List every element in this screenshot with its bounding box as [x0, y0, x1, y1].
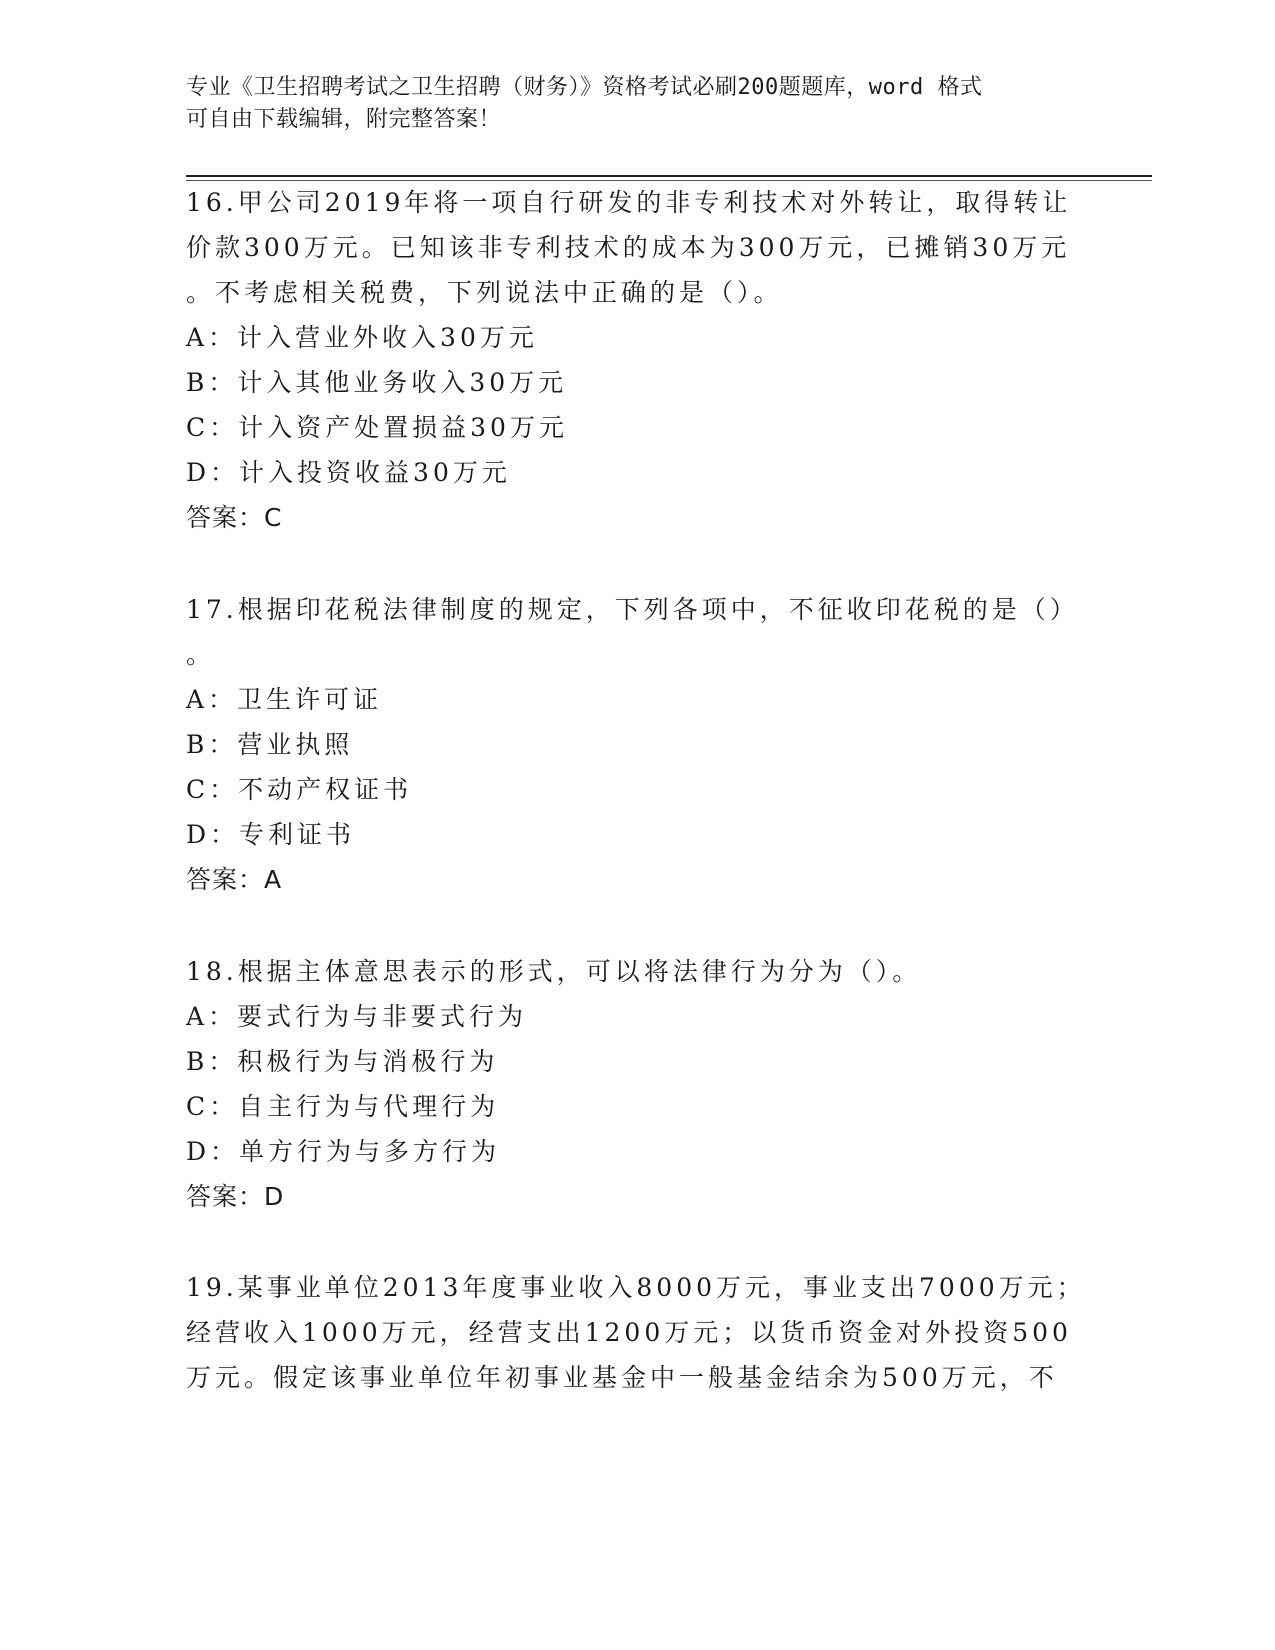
option-a: A：卫生许可证 — [186, 685, 383, 714]
option-b: B：营业执照 — [186, 730, 354, 759]
question-19 — [186, 1265, 1086, 1400]
answer-value: D — [264, 1182, 285, 1211]
option-c: C：计入资产处置损益30万元 — [186, 413, 568, 442]
option-d: D：单方行为与多方行为 — [186, 1137, 501, 1166]
option-b: B：计入其他业务收入30万元 — [186, 368, 568, 397]
question-17 — [186, 587, 1086, 902]
answer-label: 答案： — [186, 503, 265, 532]
answer-label: 答案： — [186, 865, 265, 894]
document-header — [186, 72, 1066, 136]
answer-line — [186, 495, 1086, 540]
question-text-line: 19.某事业单位2013年度事业收入8000万元，事业支出7000万元； — [186, 1273, 1086, 1302]
question-text-line: 18.根据主体意思表示的形式，可以将法律行为分为（）。 — [186, 957, 922, 986]
option-d: D：专利证书 — [186, 820, 356, 849]
question-16 — [186, 180, 1086, 540]
header-line: 可自由下载编辑，附完整答案！ — [186, 107, 502, 132]
option-d: D：计入投资收益30万元 — [186, 458, 511, 487]
question-text-line: 。不考虑相关税费，下列说法中正确的是（）。 — [186, 278, 783, 307]
question-text-line: 万元。假定该事业单位年初事业基金中一般基金结余为500万元，不 — [186, 1363, 1058, 1392]
question-18 — [186, 949, 1086, 1219]
answer-value: A — [264, 865, 283, 894]
question-text-line: 经营收入1000万元，经营支出1200万元；以货币资金对外投资500 — [186, 1318, 1072, 1347]
answer-line — [186, 1174, 1086, 1219]
option-a: A：计入营业外收入30万元 — [186, 323, 538, 352]
answer-value: C — [264, 503, 283, 532]
option-c: C：不动产权证书 — [186, 775, 413, 804]
header-divider-thick — [186, 175, 1152, 177]
option-b: B：积极行为与消极行为 — [186, 1047, 499, 1076]
answer-line — [186, 857, 1086, 902]
question-text-line: 。 — [186, 640, 216, 669]
header-line: 专业《卫生招聘考试之卫生招聘（财务）》资格考试必刷200题题库，word 格式 — [186, 75, 983, 100]
question-text-line: 16.甲公司2019年将一项自行研发的非专利技术对外转让，取得转让 — [186, 188, 1072, 217]
option-a: A：要式行为与非要式行为 — [186, 1002, 528, 1031]
option-c: C：自主行为与代理行为 — [186, 1092, 500, 1121]
question-text-line: 17.根据印花税法律制度的规定，下列各项中，不征收印花税的是（） — [186, 595, 1079, 624]
answer-label: 答案： — [186, 1182, 265, 1211]
question-text-line: 价款300万元。已知该非专利技术的成本为300万元，已摊销30万元 — [186, 233, 1071, 262]
